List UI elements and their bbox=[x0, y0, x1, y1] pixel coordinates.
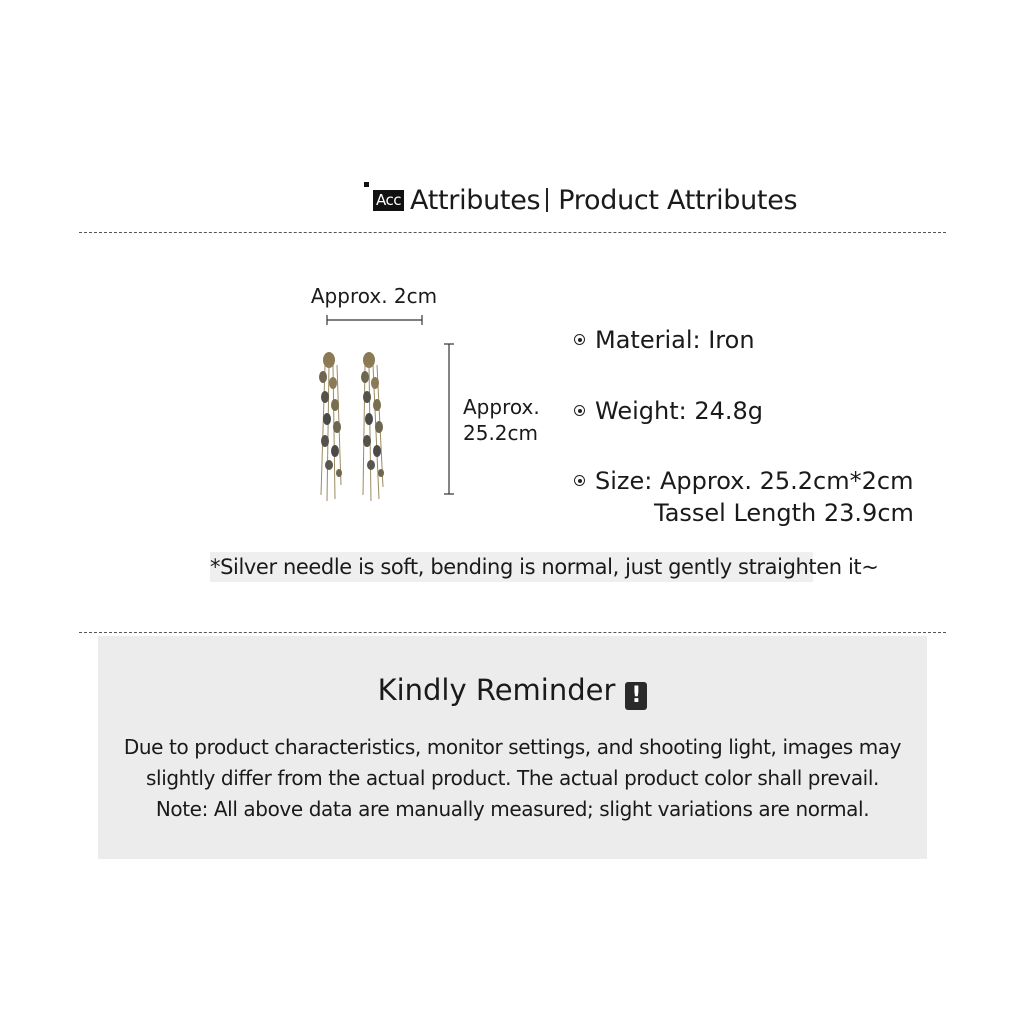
reminder-body bbox=[98, 732, 927, 825]
reminder-panel bbox=[98, 636, 927, 859]
title-right: Product Attributes bbox=[558, 185, 798, 216]
bullet-icon bbox=[574, 334, 585, 345]
reminder-line: slightly differ from the actual product. The actual product color shall prevail. bbox=[146, 766, 879, 790]
height-dimension-line bbox=[444, 344, 454, 494]
earring-left bbox=[319, 352, 342, 501]
care-note: *Silver needle is soft, bending is normal, just gently straighten it~ bbox=[210, 552, 813, 582]
reminder-title: Kindly Reminder ! bbox=[98, 672, 927, 710]
earrings-image bbox=[305, 305, 465, 505]
divider-top bbox=[79, 232, 946, 233]
width-dimension-line bbox=[327, 315, 422, 325]
header-badge: Acc bbox=[373, 190, 404, 211]
earring-right bbox=[361, 352, 384, 501]
square-bullet-icon bbox=[364, 182, 369, 187]
height-dimension-label bbox=[463, 394, 540, 446]
exclamation-icon: ! bbox=[625, 682, 647, 710]
section-header bbox=[0, 178, 1024, 228]
divider-bottom bbox=[79, 632, 946, 633]
title-left: Attributes bbox=[410, 185, 541, 216]
height-label-line2: 25.2cm bbox=[463, 421, 539, 445]
bullet-icon bbox=[574, 475, 585, 486]
attribute-weight: Weight: 24.8g bbox=[574, 396, 763, 426]
attribute-tassel-length: Tassel Length 23.9cm bbox=[654, 499, 914, 527]
reminder-line: Due to product characteristics, monitor settings, and shooting light, images may bbox=[123, 735, 902, 759]
title-separator bbox=[546, 188, 548, 212]
attribute-size: Size: Approx. 25.2cm*2cm bbox=[574, 466, 913, 496]
attribute-material: Material: Iron bbox=[574, 325, 755, 355]
width-dimension-label: Approx. 2cm bbox=[310, 284, 438, 308]
bullet-icon bbox=[574, 405, 585, 416]
reminder-line: Note: All above data are manually measured; slight variations are normal. bbox=[155, 797, 870, 821]
section-title bbox=[410, 185, 797, 217]
height-label-line1: Approx. bbox=[463, 395, 540, 419]
